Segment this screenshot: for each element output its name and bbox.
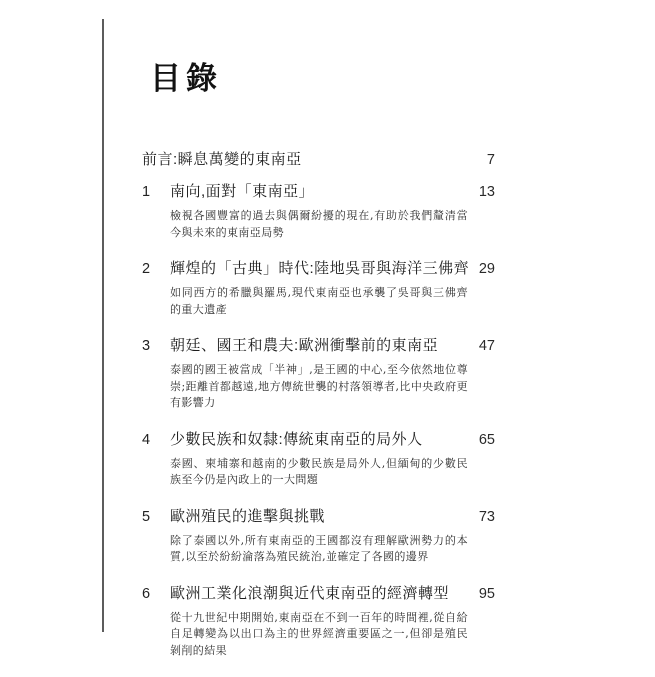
page-edge-line xyxy=(102,19,104,632)
chapter-title: 前言:瞬息萬變的東南亞 xyxy=(142,151,302,169)
toc-entry xyxy=(142,430,495,489)
chapter-number: 3 xyxy=(142,338,151,355)
toc-entry xyxy=(142,584,495,660)
toc-entry-row xyxy=(142,430,495,450)
toc-content xyxy=(142,62,495,677)
chapter-description: 泰國、柬埔寨和越南的少數民族是局外人,但緬甸的少數民族至今仍是內政上的一大問題 xyxy=(170,456,468,487)
chapter-title: 歐洲殖民的進擊與挑戰 xyxy=(170,507,326,525)
chapter-number: 6 xyxy=(142,585,151,602)
chapter-page-number: 7 xyxy=(486,152,495,169)
chapter-title: 朝廷、國王和農夫:歐洲衝擊前的東南亞 xyxy=(170,337,439,355)
chapter-description: 泰國的國王被當成「半神」,是王國的中心,至今依然地位尊崇;距離首都越遠,地方傳統世襲的村落領導者,比中央政府更有影響力 xyxy=(170,363,468,410)
chapter-number: 4 xyxy=(142,431,151,448)
toc-entry-row xyxy=(142,150,495,170)
chapter-page-number: 95 xyxy=(478,585,495,602)
chapter-title: 歐洲工業化浪潮與近代東南亞的經濟轉型 xyxy=(170,584,450,602)
chapter-page-number: 47 xyxy=(478,338,495,355)
toc-entry xyxy=(142,336,495,412)
chapter-page-number: 65 xyxy=(478,431,495,448)
chapter-number: 2 xyxy=(142,261,151,278)
toc-entry-row xyxy=(142,182,495,202)
toc-entry-row xyxy=(142,584,495,604)
chapter-page-number: 73 xyxy=(478,508,495,525)
toc-entry-row xyxy=(142,336,495,356)
chapter-title: 少數民族和奴隸:傳統東南亞的局外人 xyxy=(170,430,423,448)
toc-entry xyxy=(142,150,495,170)
chapter-page-number: 29 xyxy=(478,261,495,278)
toc-list xyxy=(142,150,495,659)
page-title: 目錄 xyxy=(150,61,222,96)
toc-entry-row xyxy=(142,259,495,279)
toc-entry xyxy=(142,507,495,566)
toc-entry-row xyxy=(142,507,495,527)
chapter-title: 輝煌的「古典」時代:陸地吳哥與海洋三佛齊 xyxy=(170,260,470,278)
chapter-number: 1 xyxy=(142,184,151,201)
chapter-title: 南向,面對「東南亞」 xyxy=(170,183,315,201)
chapter-description: 從十九世紀中期開始,東南亞在不到一百年的時間裡,從自給自足轉變為以出口為主的世界經濟重要區之一,但卻是殖民剝削的結果 xyxy=(170,610,468,657)
chapter-page-number: 13 xyxy=(478,184,495,201)
toc-entry xyxy=(142,259,495,318)
chapter-description: 如同西方的希臘與羅馬,現代東南亞也承襲了吳哥與三佛齊的重大遺產 xyxy=(170,286,468,316)
chapter-description: 除了泰國以外,所有東南亞的王國都沒有理解歐洲勢力的本質,以至於紛紛淪落為殖民統治,並確定了各國的邊界 xyxy=(170,533,468,564)
toc-entry xyxy=(142,182,495,241)
chapter-number: 5 xyxy=(142,508,151,525)
chapter-description: 檢視各國豐富的過去與偶爾紛擾的現在,有助於我們釐清當今與未來的東南亞局勢 xyxy=(170,209,468,239)
